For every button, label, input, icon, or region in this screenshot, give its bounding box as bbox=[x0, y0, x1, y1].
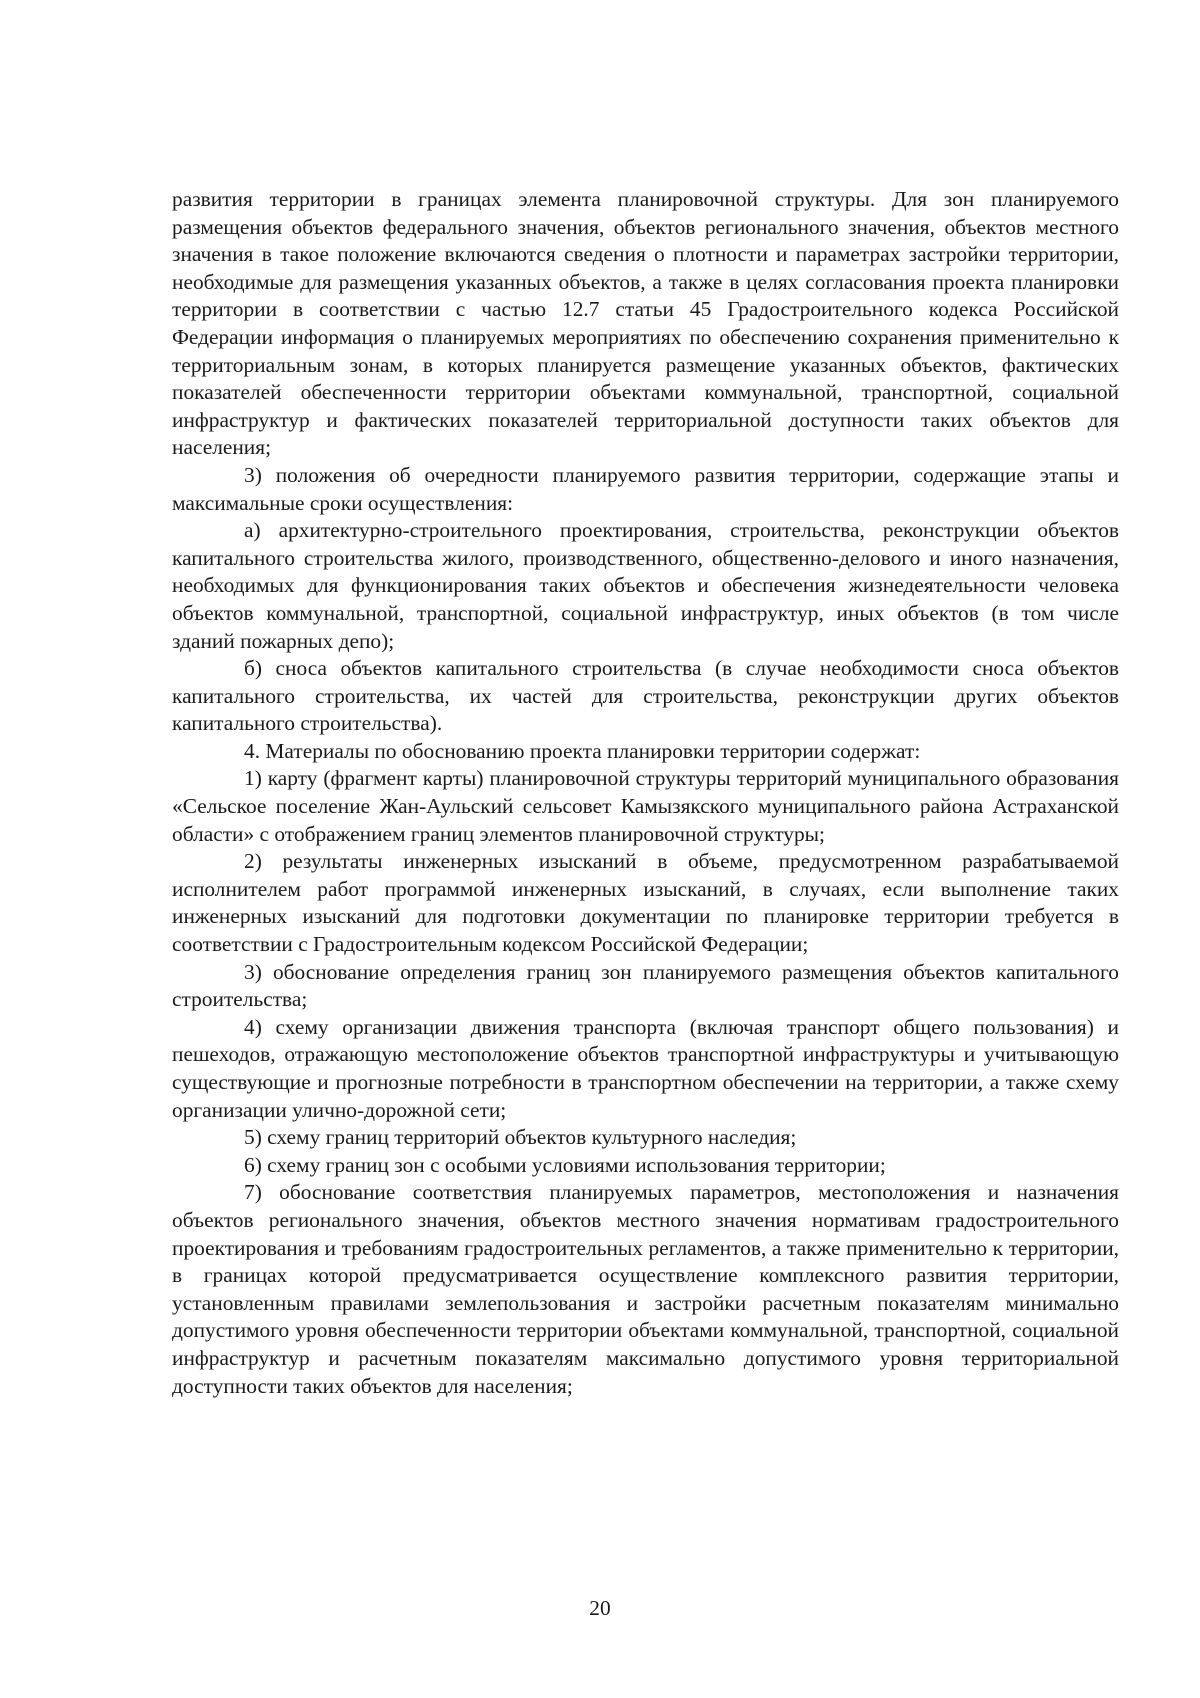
paragraph-continuation: развития территории в границах элемента планировочной структуры. Для зон планируемого размещения объектов федерального значения, объектов регионального значения, объектов местного значения в такое положение включаются сведения о плотности и параметрах застройки территории, необходимые для размещения указанных объектов, а также в целях согласования проекта планировки территории в соответствии с частью 12.7 статьи 45 Градостроительного кодекса Российской Федерации информация о планируемых мероприятиях по обеспечению сохранения применительно к территориальным зонам, в которых планируется размещение указанных объектов, фактических показателей обеспеченности территории объектами коммунальной, транспортной, социальной инфраструктур и фактических показателей территориальной доступности таких объектов для населения; bbox=[172, 187, 1119, 460]
paragraph-item-4-1: 1) карту (фрагмент карты) планировочной структуры территорий муниципального образования «Сельское поселение Жан-Аульский сельсовет Камызякского муниципального района Астраханской области» с отображением границ элементов планировочной структуры; bbox=[172, 766, 1119, 846]
paragraph-item-3b: б) сноса объектов капитального строительства (в случае необходимости сноса объектов капитального строительства, их частей для строительства, реконструкции других объектов капитального строительства). bbox=[172, 656, 1119, 736]
paragraph-item-4-7: 7) обоснование соответствия планируемых параметров, местоположения и назначения объектов регионального значения, объектов местного значения нормативам градостроительного проектирования и требованиям градостроительных регламентов, а также применительно к территории, в границах которой предусматривается осуществление комплексного развития территории, установленным правилами землепользования и застройки расчетным показателям минимально допустимого уровня обеспеченности территории объектами коммунальной, транспортной, социальной инфраструктур и расчетным показателям максимально допустимого уровня территориальной доступности таких объектов для населения; bbox=[172, 1180, 1119, 1398]
page-number: 20 bbox=[589, 1596, 611, 1620]
paragraph-item-4-4: 4) схему организации движения транспорта (включая транспорт общего пользования) и пешеходов, отражающую местоположение объектов транспортной инфраструктуры и учитывающую существующие и прогнозные потребности в транспортном обеспечении на территории, а также схему организации улично-дорожной сети; bbox=[172, 1014, 1119, 1122]
paragraph-section-4: 4. Материалы по обоснованию проекта планировки территории содержат: bbox=[244, 738, 921, 763]
document-body bbox=[172, 186, 1119, 1400]
paragraph-item-4-3: 3) обоснование определения границ зон планируемого размещения объектов капитального строительства; bbox=[172, 959, 1119, 1012]
paragraph-item-3a: а) архитектурно-строительного проектирования, строительства, реконструкции объектов капитального строительства жилого, производственного, общественно-делового и иного назначения, необходимых для функционирования таких объектов и обеспечения жизнедеятельности человека объектов коммунальной, транспортной, социальной инфраструктур, иных объектов (в том числе зданий пожарных депо); bbox=[172, 518, 1119, 653]
paragraph-item-3: 3) положения об очередности планируемого развития территории, содержащие этапы и максимальные сроки осуществления: bbox=[172, 462, 1119, 515]
paragraph-item-4-2: 2) результаты инженерных изысканий в объеме, предусмотренном разрабатываемой исполнителем работ программой инженерных изысканий, в случаях, если выполнение таких инженерных изысканий для подготовки документации по планировке территории требуется в соответствии с Градостроительным кодексом Российской Федерации; bbox=[172, 849, 1119, 957]
paragraph-item-4-5: 5) схему границ территорий объектов культурного наследия; bbox=[244, 1125, 797, 1150]
paragraph-item-4-6: 6) схему границ зон с особыми условиями использования территории; bbox=[244, 1152, 886, 1177]
